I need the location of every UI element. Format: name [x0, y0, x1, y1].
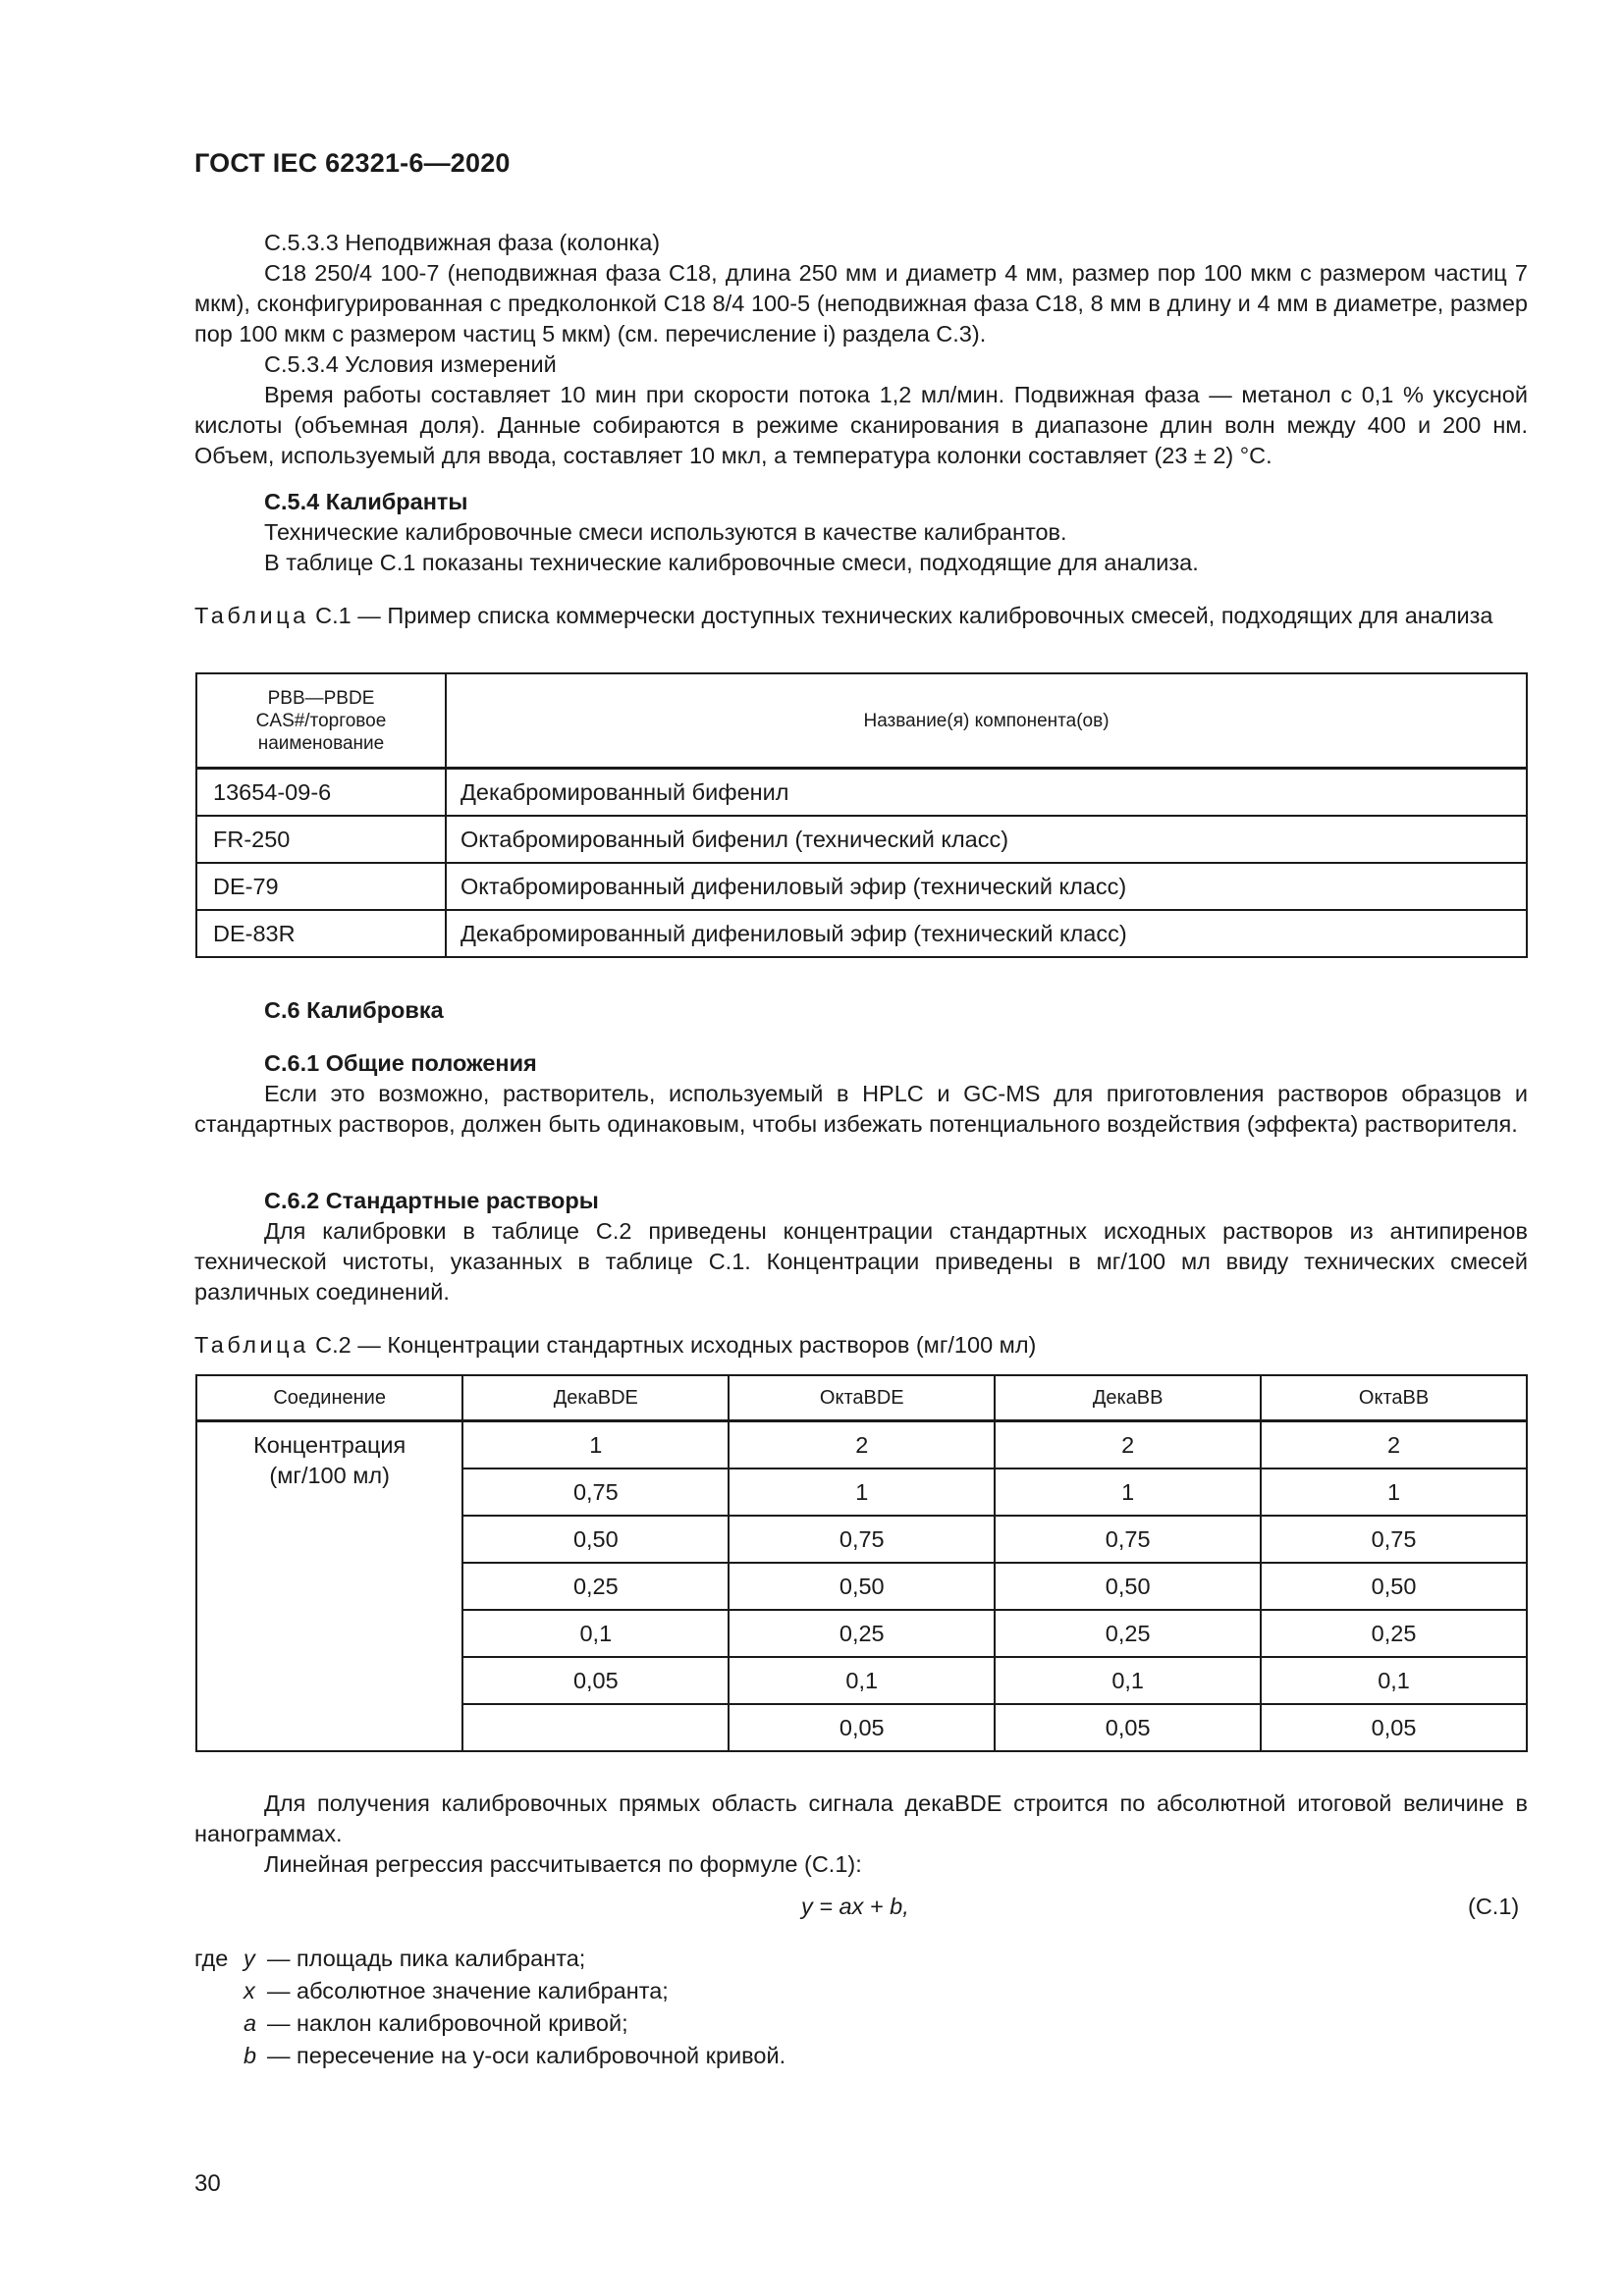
legend-symbol: y [244, 1946, 255, 1971]
table-c1-header-cas-line-3: наименование [257, 732, 385, 754]
legend-item-text: — абсолютное значение калибранта; [267, 1978, 669, 2003]
table-cell: 1 [1261, 1468, 1527, 1516]
legend-symbol: b [244, 2043, 257, 2068]
section-c54-paragraph-1: Технические калибровочные смеси используются в качестве калибрантов. [264, 519, 1067, 545]
table-cell: 0,50 [995, 1563, 1261, 1610]
section-c534-heading: С.5.3.4 Условия измерений [264, 351, 557, 377]
table-cell [462, 1704, 729, 1751]
table-c2-row-label [196, 1421, 462, 1752]
table-c1-caption [194, 601, 1528, 631]
section-c533-text: С18 250/4 100-7 (неподвижная фаза С18, длина 250 мм и диаметр 4 мм, размер пор 100 мкм с размером частиц 7 мкм), сконфигурированная с предколонкой С18 8/4 100-5 (неподвижная фаза С18, 8 мм в длину и 4 мм в диаметре, размер пор 100 мкм с размером частиц 5 мкм) (см. перечисление i) раздела С.3). [194, 260, 1528, 347]
table-cell: 0,75 [729, 1516, 995, 1563]
table-cell: 1 [462, 1421, 729, 1469]
table-cell: 2 [1261, 1421, 1527, 1469]
table-row [196, 910, 1527, 957]
table-c2 [195, 1374, 1528, 1752]
table-row [196, 1421, 1527, 1469]
table-cell: 0,75 [1261, 1516, 1527, 1563]
table-c1 [195, 672, 1528, 958]
table-cell: 0,50 [1261, 1563, 1527, 1610]
section-c62-heading: С.6.2 Стандартные растворы [264, 1188, 599, 1213]
table-cell: 0,25 [729, 1610, 995, 1657]
table-c1-cell-code: DE-83R [196, 910, 446, 957]
table-c1-header-name: Название(я) компонента(ов) [446, 673, 1527, 769]
table-c2-header-compound: Соединение [196, 1375, 462, 1421]
table-cell: 0,25 [462, 1563, 729, 1610]
formula-number: (С.1) [1468, 1894, 1520, 1919]
legend-item [244, 1946, 255, 1972]
legend-symbol: x [244, 1978, 255, 2003]
table-cell: 0,05 [1261, 1704, 1527, 1751]
formula-c1: y = ax + b, [801, 1894, 909, 1919]
table-row [196, 863, 1527, 910]
table-cell: 0,05 [462, 1657, 729, 1704]
section-c534-text: Время работы составляет 10 мин при скорости потока 1,2 мл/мин. Подвижная фаза — метанол с 0,1 % уксусной кислоты (объемная доля). Данные собираются в режиме сканирования в диапазоне длин волн между 400 и 200 нм. Объем, используемый для ввода, составляет 10 мкл, а температура колонки составляет (23 ± 2) °С. [194, 382, 1528, 468]
table-c2-header-decabb: ДекаBB [995, 1375, 1261, 1421]
document-header: ГОСТ IEC 62321-6—2020 [194, 148, 511, 178]
table-cell: 0,1 [729, 1657, 995, 1704]
table-cell: 0,50 [462, 1516, 729, 1563]
legend-item [244, 1978, 255, 2004]
table-c2-row-label-line-2: (мг/100 мл) [269, 1463, 390, 1488]
section-c61-text: Если это возможно, растворитель, используемый в HPLC и GC-MS для приготовления растворов образцов и стандартных растворов, должен быть одинаковым, чтобы избежать потенциального воздействия (эффекта) растворителя. [194, 1081, 1528, 1137]
table-c2-caption-text: С.2 — Концентрации стандартных исходных растворов (мг/100 мл) [308, 1332, 1037, 1358]
table-c1-caption-text: С.1 — Пример списка коммерчески доступных технических калибровочных смесей, подходящих для анализа [308, 603, 1493, 628]
table-cell: 0,25 [1261, 1610, 1527, 1657]
table-cell: 2 [729, 1421, 995, 1469]
table-cell: 0,50 [729, 1563, 995, 1610]
legend-symbol: a [244, 2010, 257, 2036]
section-c54-heading: С.5.4 Калибранты [264, 489, 468, 514]
table-cell: 2 [995, 1421, 1261, 1469]
table-c1-cell-name: Октабромированный дифениловый эфир (технический класс) [446, 863, 1527, 910]
table-cell: 1 [729, 1468, 995, 1516]
table-cell: 0,75 [462, 1468, 729, 1516]
table-c1-cell-name: Октабромированный бифенил (технический класс) [446, 816, 1527, 863]
table-c2-header-decabde: ДекаBDE [462, 1375, 729, 1421]
legend-item-text: — площадь пика калибранта; [267, 1946, 586, 1971]
section-c533-heading: С.5.3.3 Неподвижная фаза (колонка) [264, 230, 661, 255]
table-c1-header-cas-line-1: PBB—PBDE [267, 687, 375, 709]
table-row [196, 769, 1527, 817]
calibration-paragraph-2: Линейная регрессия рассчитывается по формуле (С.1): [264, 1851, 862, 1877]
table-cell: 0,75 [995, 1516, 1261, 1563]
table-c1-header-cas [196, 673, 446, 769]
section-c6-heading: С.6 Калибровка [264, 997, 444, 1023]
table-c2-caption-word: Таблица [194, 1332, 309, 1358]
table-c1-caption-word: Таблица [194, 603, 309, 628]
table-cell: 0,1 [462, 1610, 729, 1657]
table-c1-cell-name: Декабромированный дифениловый эфир (технический класс) [446, 910, 1527, 957]
table-c1-cell-name: Декабромированный бифенил [446, 769, 1527, 817]
section-c61-heading: С.6.1 Общие положения [264, 1050, 537, 1076]
table-c2-row-label-line-1: Концентрация [253, 1432, 406, 1458]
table-c1-cell-code: DE-79 [196, 863, 446, 910]
table-cell: 1 [995, 1468, 1261, 1516]
calibration-paragraph-1: Для получения калибровочных прямых область сигнала декаBDE строится по абсолютной итоговой величине в нанограммах. [194, 1790, 1528, 1846]
legend-where: где [194, 1946, 229, 1971]
table-c2-header-octabb: ОктаBB [1261, 1375, 1527, 1421]
table-c2-header-octabde: ОктаBDE [729, 1375, 995, 1421]
table-c1-cell-code: 13654-09-6 [196, 769, 446, 817]
table-c2-header-row [196, 1375, 1527, 1421]
table-cell: 0,1 [1261, 1657, 1527, 1704]
table-cell: 0,25 [995, 1610, 1261, 1657]
page-number: 30 [194, 2170, 221, 2197]
table-c1-header-row [196, 673, 1527, 769]
table-row [196, 816, 1527, 863]
table-c1-cell-code: FR-250 [196, 816, 446, 863]
legend-item-text: — наклон калибровочной кривой; [267, 2010, 628, 2036]
legend-item [244, 2010, 256, 2037]
table-cell: 0,1 [995, 1657, 1261, 1704]
section-c62-text: Для калибровки в таблице С.2 приведены концентрации стандартных исходных растворов из антипиренов технической чистоты, указанных в таблице С.1. Концентрации приведены в мг/100 мл ввиду технических смесей различных соединений. [194, 1218, 1528, 1305]
table-cell: 0,05 [729, 1704, 995, 1751]
section-c54-paragraph-2: В таблице С.1 показаны технические калибровочные смеси, подходящие для анализа. [264, 550, 1199, 575]
table-c2-caption [194, 1330, 1528, 1361]
legend-item [244, 2043, 256, 2069]
table-cell: 0,05 [995, 1704, 1261, 1751]
legend-item-text: — пересечение на у-оси калибровочной кривой. [267, 2043, 786, 2068]
table-c1-header-cas-line-2: CAS#/торговое [255, 710, 387, 731]
